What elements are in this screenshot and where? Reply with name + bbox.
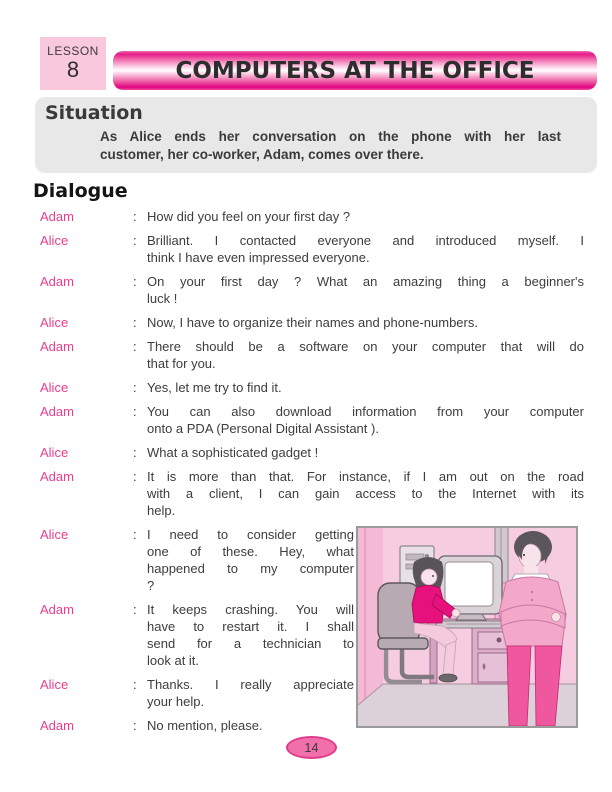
lesson-title: COMPUTERS AT THE OFFICE [175, 57, 535, 84]
lesson-title-bar [113, 51, 597, 90]
text-line: It is more than that. For instance, if I am out on the road [147, 469, 584, 484]
text-line: that for you. [147, 356, 216, 371]
dialogue-entry [40, 273, 585, 307]
text-line: look at it. [147, 653, 200, 668]
lesson-label: LESSON [47, 43, 99, 58]
text-line: Now, I have to organize their names and phone-numbers. [147, 315, 478, 330]
dialogue-text [147, 468, 584, 519]
text-line: On your first day ? What an amazing thing a beginner's [147, 274, 584, 289]
dialogue-text [147, 676, 354, 710]
text-line: luck ! [147, 291, 178, 306]
speaker-colon: : [133, 469, 137, 484]
speaker-colon: : [133, 380, 137, 395]
speaker-colon: : [133, 209, 137, 224]
text-line: What a sophisticated gadget ! [147, 445, 319, 460]
text-line: There should be a software on your computer that will do [147, 339, 584, 354]
speaker-colon: : [133, 339, 137, 354]
text-line: You can also download information from your computer [147, 404, 584, 419]
situation-section [35, 97, 597, 173]
situation-heading: Situation [45, 102, 143, 124]
dialogue-text [147, 601, 354, 669]
speaker-name: Alice [40, 527, 69, 542]
text-line: No mention, please. [147, 718, 263, 733]
dialogue-entry [40, 208, 585, 225]
dialogue-text [147, 338, 584, 372]
text-line: help. [147, 503, 176, 518]
speaker-name: Adam [40, 274, 74, 289]
text-line: Brilliant. I contacted everyone and introduced myself. I [147, 233, 584, 248]
dialogue-text [147, 717, 354, 734]
situation-text [100, 128, 561, 164]
dialogue-entry [40, 232, 585, 266]
dialogue-entry [40, 444, 585, 461]
speaker-name: Alice [40, 233, 69, 248]
keyboard-icon [434, 621, 508, 628]
office-illustration [356, 526, 578, 728]
dialogue-entry [40, 403, 585, 437]
text-line: happened to my computer [147, 561, 354, 576]
text-line: your help. [147, 694, 205, 709]
lesson-number-box [40, 37, 106, 90]
text-line: How did you feel on your first day ? [147, 209, 351, 224]
text-line: with a client, I can gain access to the Internet with its [147, 486, 584, 501]
dialogue-text [147, 403, 584, 437]
speaker-name: Adam [40, 469, 74, 484]
speaker-name: Alice [40, 315, 69, 330]
text-line: ? [147, 578, 155, 593]
text-line: As Alice ends her conversation on the phone with her last [100, 129, 561, 144]
dialogue-text [147, 232, 584, 266]
speaker-name: Adam [40, 339, 74, 354]
speaker-name: Adam [40, 404, 74, 419]
dialogue-entry [40, 314, 585, 331]
speaker-colon: : [133, 527, 137, 542]
page-number-badge [286, 736, 337, 759]
dialogue-text [147, 208, 584, 225]
text-line: It keeps crashing. You will [147, 602, 354, 617]
lesson-number: 8 [66, 57, 80, 82]
speaker-colon: : [133, 445, 137, 460]
dialogue-entry [40, 468, 585, 519]
text-line: I need to consider getting [147, 527, 354, 542]
text-line: customer, her co-worker, Adam, comes over there. [100, 147, 424, 162]
dialogue-text [147, 379, 584, 396]
speaker-name: Alice [40, 380, 69, 395]
speaker-colon: : [133, 718, 137, 733]
page-number: 14 [304, 740, 319, 755]
text-line: onto a PDA (Personal Digital Assistant ). [147, 421, 379, 436]
speaker-name: Adam [40, 602, 74, 617]
text-line: Thanks. I really appreciate [147, 677, 354, 692]
dialogue-text [147, 444, 584, 461]
text-line: have to restart it. I shall [147, 619, 354, 634]
speaker-colon: : [133, 677, 137, 692]
text-line: send for a technician to [147, 636, 354, 651]
dialogue-entry [40, 379, 585, 396]
text-line: think I have even impressed everyone. [147, 250, 370, 265]
speaker-colon: : [133, 602, 137, 617]
speaker-colon: : [133, 404, 137, 419]
speaker-name: Alice [40, 445, 69, 460]
speaker-name: Alice [40, 677, 69, 692]
dialogue-text [147, 273, 584, 307]
speaker-colon: : [133, 233, 137, 248]
dialogue-heading: Dialogue [33, 180, 128, 202]
text-line: one of these. Hey, what [147, 544, 354, 559]
speaker-name: Adam [40, 209, 74, 224]
dialogue-text [147, 314, 584, 331]
speaker-name: Adam [40, 718, 74, 733]
speaker-colon: : [133, 315, 137, 330]
speaker-colon: : [133, 274, 137, 289]
dialogue-entry [40, 338, 585, 372]
dialogue-text [147, 526, 354, 594]
text-line: Yes, let me try to find it. [147, 380, 282, 395]
